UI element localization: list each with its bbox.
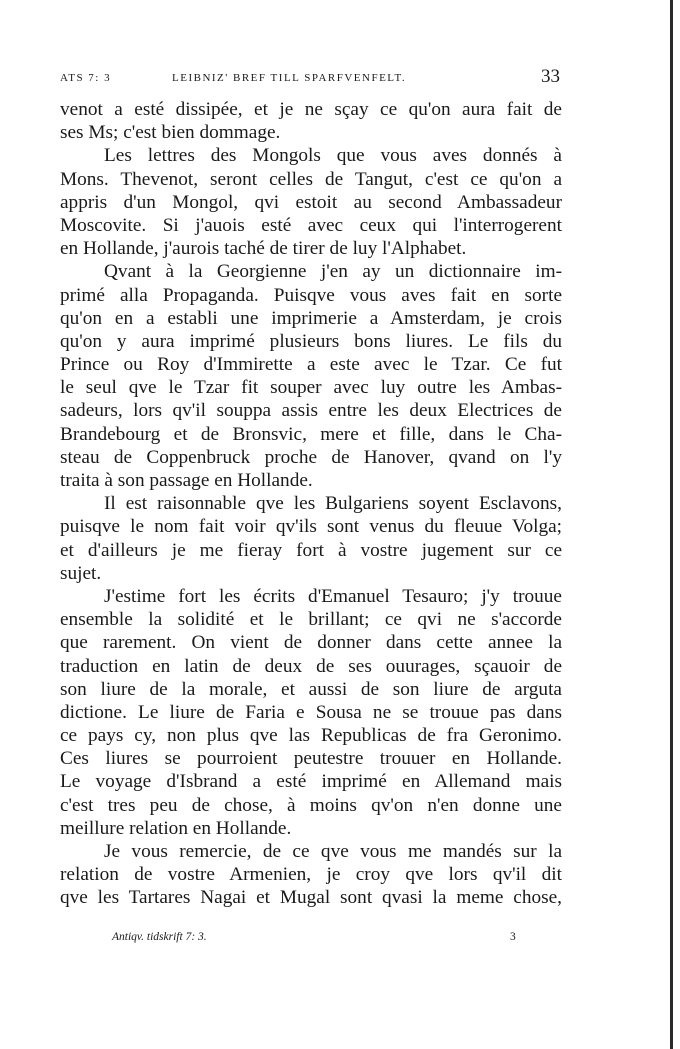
text-line: Les lettres des Mongols que vous aves donnés à bbox=[104, 145, 562, 167]
text-line: qu'on en a establi une imprimerie a Amsterdam, je crois bbox=[60, 307, 562, 329]
text-line: J'estime fort les écrits d'Emanuel Tesauro; j'y trouue bbox=[104, 585, 562, 607]
text-line: sadeurs, lors qv'il souppa assis entre les deux Electrices de bbox=[60, 400, 562, 422]
text-line: Prince ou Roy d'Immirette a este avec le Tzar. Ce fut bbox=[60, 354, 562, 376]
body-text bbox=[60, 98, 562, 910]
text-line: meillure relation en Hollande. bbox=[60, 817, 292, 839]
text-line: que rarement. On vient de donner dans cette annee la bbox=[60, 632, 562, 654]
text-line: Ces liures se pourroient peutestre trouuer en Hollande. bbox=[60, 748, 562, 770]
text-line: qu'on y aura imprimé plusieurs bons liures. Le fils du bbox=[60, 330, 562, 352]
text-line: traduction en latin de deux de ses ouurages, sçauoir de bbox=[60, 655, 562, 677]
text-line: son liure de la morale, et aussi de son liure de arguta bbox=[60, 678, 562, 700]
text-line: ensemble la solidité et le brillant; ce qvi ne s'accorde bbox=[60, 609, 562, 631]
text-line: Qvant à la Georgienne j'en ay un dictionnaire im- bbox=[104, 261, 562, 283]
text-line: traita à son passage en Hollande. bbox=[60, 470, 313, 491]
text-line: ce pays cy, non plus qve las Republicas de fra Geronimo. bbox=[60, 725, 562, 747]
footer-signature: 3 bbox=[510, 931, 516, 943]
text-line: relation de vostre Armenien, je croy qve lors qv'il dit bbox=[60, 864, 562, 886]
text-line: Je vous remercie, de ce qve vous me mandés sur la bbox=[104, 841, 562, 862]
text-line: Brandebourg et de Bronsvic, mere et fille, dans le Cha- bbox=[60, 423, 562, 445]
text-line: c'est tres peu de chose, à moins qv'on n'en donne une bbox=[60, 794, 562, 816]
page-footer bbox=[60, 931, 560, 947]
text-line: venot a esté dissipée, et je ne sçay ce qu'on aura fait de bbox=[60, 99, 562, 120]
text-line: puisqve le nom fait voir qv'ils sont venus du fleuue Volga; bbox=[60, 516, 562, 538]
scan-edge-bar bbox=[670, 0, 673, 1049]
text-line: dictione. Le liure de Faria e Sousa ne se trouue pas dans bbox=[60, 701, 562, 723]
page-number: 33 bbox=[541, 66, 560, 87]
text-line: le seul qve le Tzar fit souper avec luy outre les Ambas- bbox=[60, 377, 562, 399]
text-line: Le voyage d'Isbrand a esté imprimé en Allemand mais bbox=[60, 771, 562, 793]
header-volume: ATS 7: 3 bbox=[60, 72, 112, 84]
text-line: sujet. bbox=[60, 562, 102, 584]
text-line: ses Ms; c'est bien dommage. bbox=[60, 122, 281, 144]
footer-journal: Antiqv. tidskrift 7: 3. bbox=[112, 931, 207, 943]
text-line: appris d'un Mongol, qvi estoit au second Ambassadeur bbox=[60, 191, 562, 213]
text-line: primé alla Propaganda. Puisqve vous aves fait en sorte bbox=[60, 284, 562, 306]
text-line: qve les Tartares Nagai et Mugal sont qvasi la meme chose, bbox=[60, 887, 562, 909]
header-title: LEIBNIZ' BREF TILL SPARFVENFELT. bbox=[172, 72, 407, 84]
text-line: en Hollande, j'aurois taché de tirer de luy l'Alphabet. bbox=[60, 238, 467, 260]
text-line: Mons. Thevenot, seront celles de Tangut, c'est ce qu'on a bbox=[60, 168, 562, 190]
text-line: et d'ailleurs je me fieray fort à vostre jugement sur ce bbox=[60, 539, 562, 561]
running-header bbox=[60, 66, 560, 88]
text-line: steau de Coppenbruck proche de Hanover, qvand on l'y bbox=[60, 446, 562, 468]
text-line: Moscovite. Si j'auois esté avec ceux qui l'interrogerent bbox=[60, 214, 562, 236]
text-line: Il est raisonnable qve les Bulgariens soyent Esclavons, bbox=[104, 493, 562, 515]
